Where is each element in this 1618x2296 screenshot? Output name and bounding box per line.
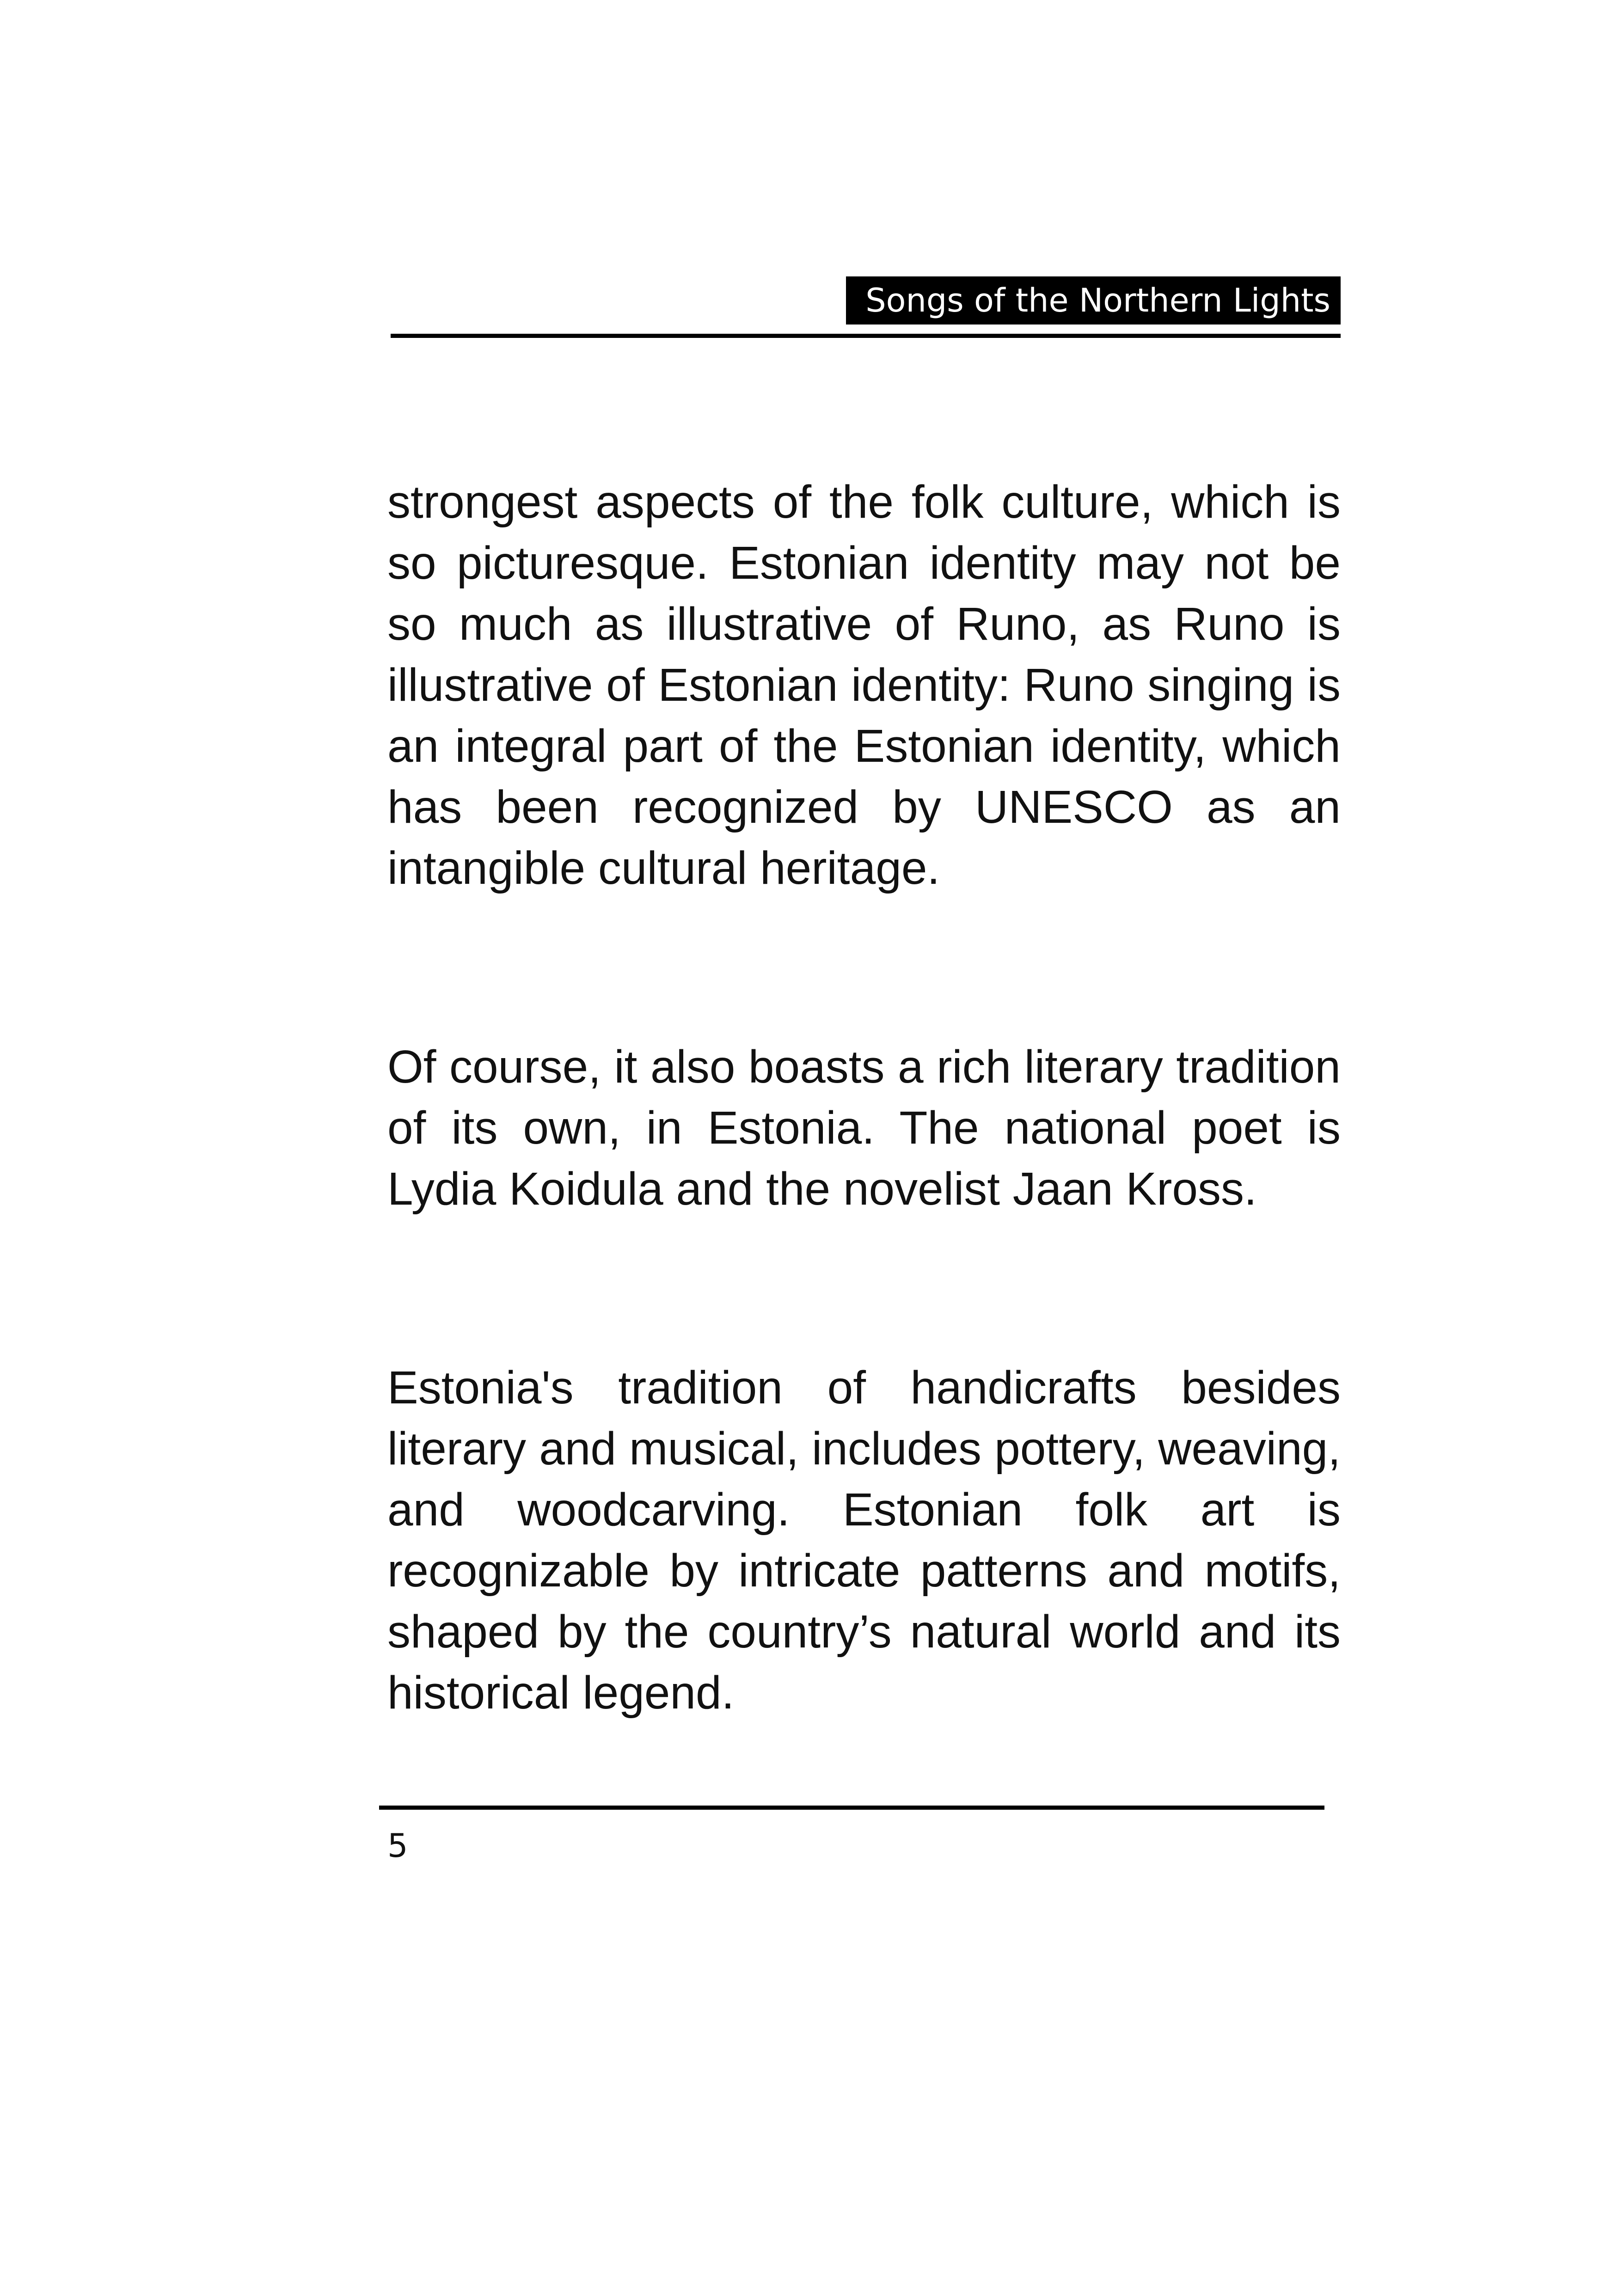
running-header-title: Songs of the Northern Lights (846, 276, 1341, 325)
page-body (387, 471, 1341, 1723)
paragraph-runo-singing: strongest aspects of the folk culture, which is so picturesque. Estonian identity may not be so much as illustrative of Runo, as Runo is illustrative of Estonian identity: Runo singing is an integral part of the Estonian identity, which has been recognized by UNESCO as an intangible cultural heritage. (387, 476, 1341, 894)
paragraph-handicrafts: Estonia's tradition of handicrafts besides literary and musical, includes pottery, weaving, and woodcarving. Estonian folk art is recognizable by intricate patterns and motifs, shaped by the country’s natural world and its historical legend. (387, 1362, 1341, 1719)
header-rule (391, 334, 1341, 338)
running-header (391, 276, 1341, 340)
paragraph-literary-tradition: Of course, it also boasts a rich literary tradition of its own, in Estonia. The national poet is Lydia Koidula and the novelist Jaan Kross. (387, 1041, 1341, 1215)
footer-rule (379, 1806, 1324, 1810)
page-number: 5 (387, 1827, 408, 1865)
